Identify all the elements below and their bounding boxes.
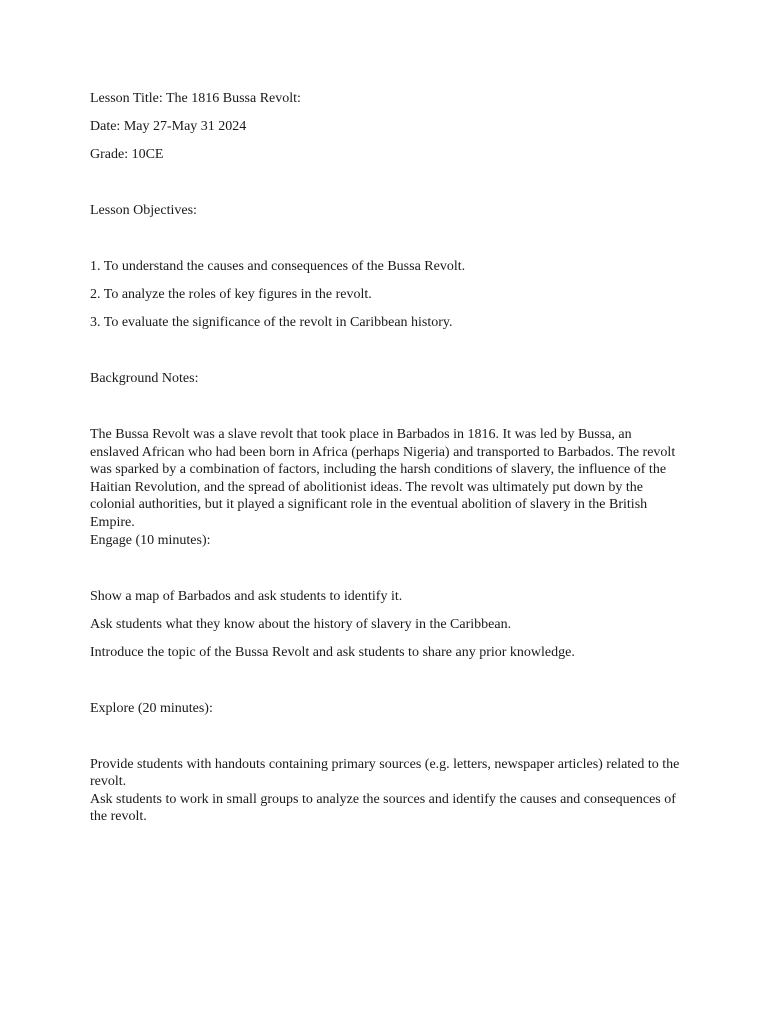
background-heading: Background Notes:: [90, 371, 199, 386]
document-page: [90, 90, 680, 826]
engage-item: Introduce the topic of the Bussa Revolt and ask students to share any prior knowledge.: [90, 644, 575, 660]
objectives-heading: Lesson Objectives:: [90, 203, 197, 218]
engage-heading: Engage (10 minutes):: [90, 532, 211, 548]
objective-item: 3. To evaluate the significance of the revolt in Caribbean history.: [90, 315, 453, 330]
objective-item: 2. To analyze the roles of key figures in the revolt.: [90, 287, 372, 302]
lesson-title: Lesson Title: The 1816 Bussa Revolt:: [90, 91, 301, 106]
engage-item: Show a map of Barbados and ask students to identify it.: [90, 588, 403, 604]
background-paragraph: The Bussa Revolt was a slave revolt that took place in Barbados in 1816. It was led by Bussa, an enslaved African who had been born in Africa (perhaps Nigeria) and transported to Barbados. The revolt was sparked by a combination of factors, including the harsh conditions of slavery, the influence of the Haitian Revolution, and the spread of abolitionist ideas. The revolt was ultimately put down by the colonial authorities, but it played a significant role in the eventual abolition of slavery in the British Empire.: [90, 427, 676, 530]
explore-item: Ask students to work in small groups to analyze the sources and identify the causes and consequences of the revolt.: [90, 791, 676, 825]
explore-heading: Explore (20 minutes):: [90, 700, 213, 716]
lesson-date: Date: May 27-May 31 2024: [90, 119, 247, 134]
explore-item: Provide students with handouts containing primary sources (e.g. letters, newspaper articles) related to the revolt.: [90, 756, 680, 790]
objective-item: 1. To understand the causes and consequences of the Bussa Revolt.: [90, 259, 466, 274]
engage-item: Ask students what they know about the history of slavery in the Caribbean.: [90, 616, 512, 632]
lesson-grade: Grade: 10CE: [90, 147, 164, 162]
